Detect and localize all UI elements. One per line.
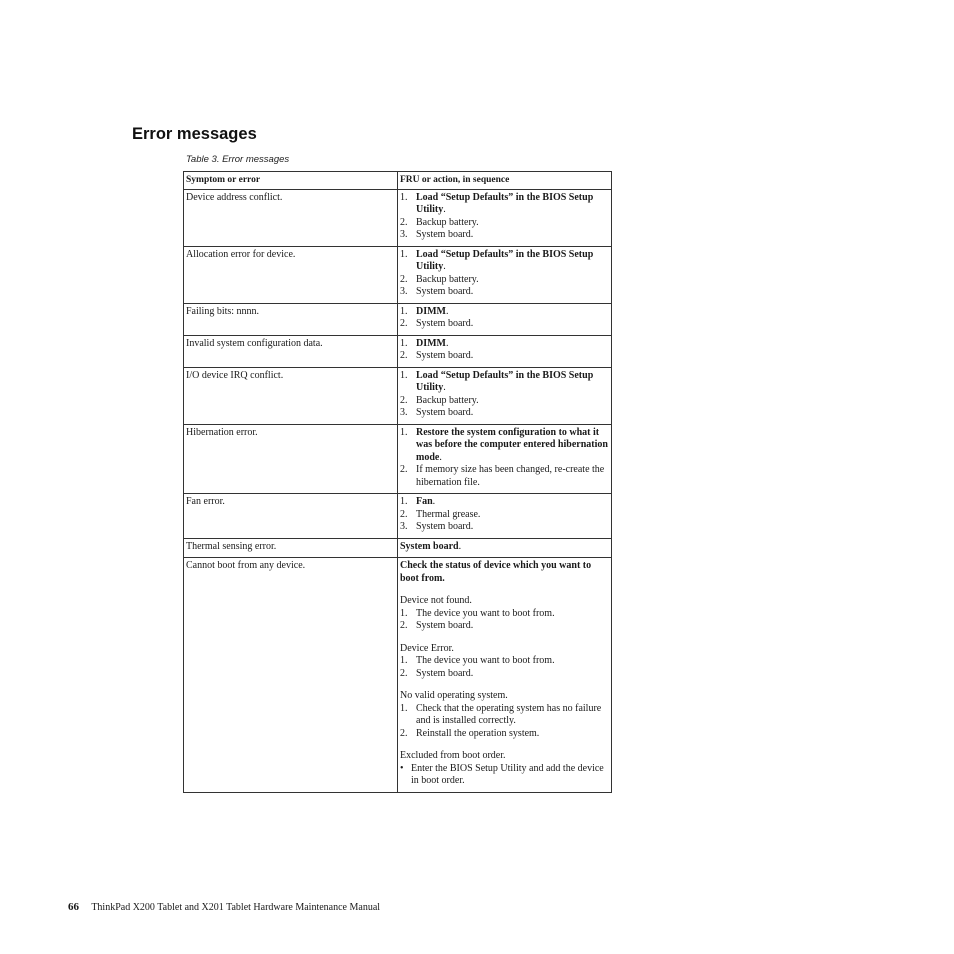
list-item-text (416, 407, 609, 420)
list-item (400, 395, 609, 408)
action-trailing-text: . (443, 204, 446, 215)
table-row (184, 367, 612, 424)
column-header-symptom: Symptom or error (184, 172, 398, 190)
table-header-row (184, 172, 612, 190)
table-body (184, 189, 612, 792)
action-bold-text: System board (400, 540, 459, 552)
action-group-title: Device Error. (400, 642, 454, 654)
action-group (400, 690, 609, 740)
list-item-number: 3. (400, 286, 408, 297)
list-item-number: 2. (400, 667, 408, 679)
action-text: Check that the operating system has no failure and is installed correctly. (416, 702, 602, 726)
action-bold-text: Load “Setup Defaults” in the BIOS Setup Utility (416, 191, 594, 215)
action-bold-text: Load “Setup Defaults” in the BIOS Setup Utility (416, 248, 594, 272)
list-item-number: 1. (400, 369, 408, 381)
list-item-number: 3. (400, 407, 408, 418)
action-group (400, 595, 609, 633)
error-messages-table (183, 171, 612, 793)
list-item-text (416, 286, 609, 299)
list-item-number: 3. (400, 229, 408, 240)
list-item (400, 509, 609, 522)
list-item-text (416, 370, 609, 395)
footer-title: ThinkPad X200 Tablet and X201 Tablet Hardware Maintenance Manual (91, 902, 381, 913)
symptom-cell: Thermal sensing error. (184, 538, 398, 558)
list-item-text (416, 728, 609, 741)
list-item-number: 1. (400, 655, 408, 666)
symptom-cell: Device address conflict. (184, 189, 398, 246)
page-number: 66 (68, 901, 79, 913)
list-item (400, 655, 609, 668)
list-item (400, 318, 609, 331)
list-item (400, 608, 609, 621)
action-text: Reinstall the operation system. (416, 727, 540, 739)
list-item-text (416, 395, 609, 408)
list-item-text (416, 521, 609, 534)
list-item-text (416, 668, 609, 681)
action-text: System board. (416, 521, 474, 532)
list-item (400, 668, 609, 681)
list-item-text (416, 608, 609, 621)
symptom-cell: Failing bits: nnnn. (184, 303, 398, 335)
column-header-fru: FRU or action, in sequence (398, 172, 612, 190)
list-item-number: 2. (400, 464, 408, 475)
symptom-cell: Allocation error for device. (184, 246, 398, 303)
action-trailing-text: . (432, 496, 436, 507)
list-item (400, 620, 609, 633)
action-text: The device you want to boot from. (416, 607, 555, 619)
list-item (400, 521, 609, 534)
list-item-text (416, 318, 609, 331)
list-item (400, 427, 609, 465)
list-item-text (416, 350, 609, 363)
action-trailing-text: . (446, 305, 449, 317)
list-item-number: 1. (400, 426, 408, 438)
action-text: Backup battery. (416, 216, 479, 228)
action-cell (398, 367, 612, 424)
action-text: System board. (416, 318, 474, 329)
action-trailing-text: . (439, 451, 442, 463)
list-item-text (416, 229, 609, 242)
action-text: System board. (416, 229, 474, 240)
table-row (184, 189, 612, 246)
list-item-number: 1. (400, 702, 408, 714)
action-cell (398, 538, 612, 558)
list-item (400, 703, 609, 728)
list-item-text (416, 496, 609, 509)
list-item-text (416, 620, 609, 633)
action-bold-text: Fan (416, 496, 433, 507)
list-item-text (416, 249, 609, 274)
action-text: If memory size has been changed, re-create the hibernation file. (416, 464, 605, 488)
list-item (400, 229, 609, 242)
action-trailing-text: . (443, 382, 446, 393)
list-item-number: 2. (400, 508, 408, 520)
table-row (184, 558, 612, 793)
table-row (184, 335, 612, 367)
list-item-number: 1. (400, 305, 408, 317)
list-item (400, 763, 609, 788)
table-row (184, 424, 612, 494)
list-item-text (416, 427, 609, 465)
list-item (400, 370, 609, 395)
symptom-cell: Hibernation error. (184, 424, 398, 494)
action-cell (398, 246, 612, 303)
list-item (400, 217, 609, 230)
section-heading: Error messages (132, 125, 257, 143)
action-intro: Check the status of device which you want to boot from. (400, 560, 592, 584)
action-text: System board. (416, 286, 474, 297)
list-item (400, 728, 609, 741)
symptom-cell: Invalid system configuration data. (184, 335, 398, 367)
list-item-text (416, 703, 609, 728)
action-text: System board. (416, 667, 474, 679)
action-trailing-text: . (443, 261, 446, 272)
page-footer (68, 901, 380, 913)
list-item-text (416, 509, 609, 522)
list-item-text (416, 464, 609, 489)
action-group (400, 643, 609, 681)
action-bold-text: Restore the system configuration to what it was before the computer entered hibernation mode (416, 426, 608, 463)
list-item-number: 2. (400, 394, 408, 406)
action-group (400, 750, 609, 788)
list-item-text (416, 217, 609, 230)
action-text: Enter the BIOS Setup Utility and add the device in boot order. (411, 762, 604, 786)
action-cell (398, 335, 612, 367)
action-text: Thermal grease. (416, 508, 481, 520)
list-item-number: 2. (400, 727, 408, 739)
list-item-text (416, 192, 609, 217)
list-item (400, 286, 609, 299)
action-text: System board. (416, 407, 474, 418)
list-item (400, 496, 609, 509)
list-item (400, 306, 609, 319)
list-item-number: 1. (400, 337, 408, 349)
table-row (184, 246, 612, 303)
action-text: System board. (416, 350, 474, 361)
list-item-number: 1. (400, 607, 408, 619)
list-item-number: 2. (400, 620, 408, 631)
list-item-number: 2. (400, 318, 408, 329)
list-item-text (416, 274, 609, 287)
list-item-text (416, 306, 609, 319)
list-item-number: 2. (400, 216, 408, 228)
symptom-cell: Cannot boot from any device. (184, 558, 398, 793)
table-row (184, 303, 612, 335)
action-group-title: Device not found. (400, 595, 472, 606)
list-item (400, 338, 609, 351)
table-row (184, 538, 612, 558)
list-item-number: 2. (400, 273, 408, 285)
action-group-title: No valid operating system. (400, 690, 508, 701)
list-item-text (411, 763, 609, 788)
action-bold-text: DIMM (416, 337, 446, 349)
list-item (400, 192, 609, 217)
list-item-number: 1. (400, 248, 408, 260)
action-trailing-text: . (458, 540, 462, 552)
action-bold-text: DIMM (416, 305, 446, 317)
action-text: System board. (416, 620, 474, 631)
action-text: Backup battery. (416, 273, 479, 285)
action-trailing-text: . (446, 337, 449, 349)
list-item-text (416, 655, 609, 668)
action-text: The device you want to boot from. (416, 655, 555, 666)
action-cell (398, 303, 612, 335)
symptom-cell: Fan error. (184, 494, 398, 539)
table-row (184, 494, 612, 539)
symptom-cell: I/O device IRQ conflict. (184, 367, 398, 424)
action-cell (398, 189, 612, 246)
list-item (400, 464, 609, 489)
list-item-number: 1. (400, 191, 408, 203)
list-item-number: • (400, 762, 404, 774)
action-text: Backup battery. (416, 394, 479, 406)
list-item-text (416, 338, 609, 351)
list-item (400, 350, 609, 363)
action-cell (398, 494, 612, 539)
list-item (400, 249, 609, 274)
list-item-number: 1. (400, 496, 408, 507)
list-item (400, 274, 609, 287)
list-item-number: 2. (400, 350, 408, 361)
action-bold-text: Load “Setup Defaults” in the BIOS Setup Utility (416, 369, 594, 393)
table-caption: Table 3. Error messages (186, 154, 290, 165)
action-group-title: Excluded from boot order. (400, 750, 506, 761)
list-item-number: 3. (400, 521, 408, 532)
action-cell (398, 424, 612, 494)
list-item (400, 407, 609, 420)
action-cell (398, 558, 612, 793)
